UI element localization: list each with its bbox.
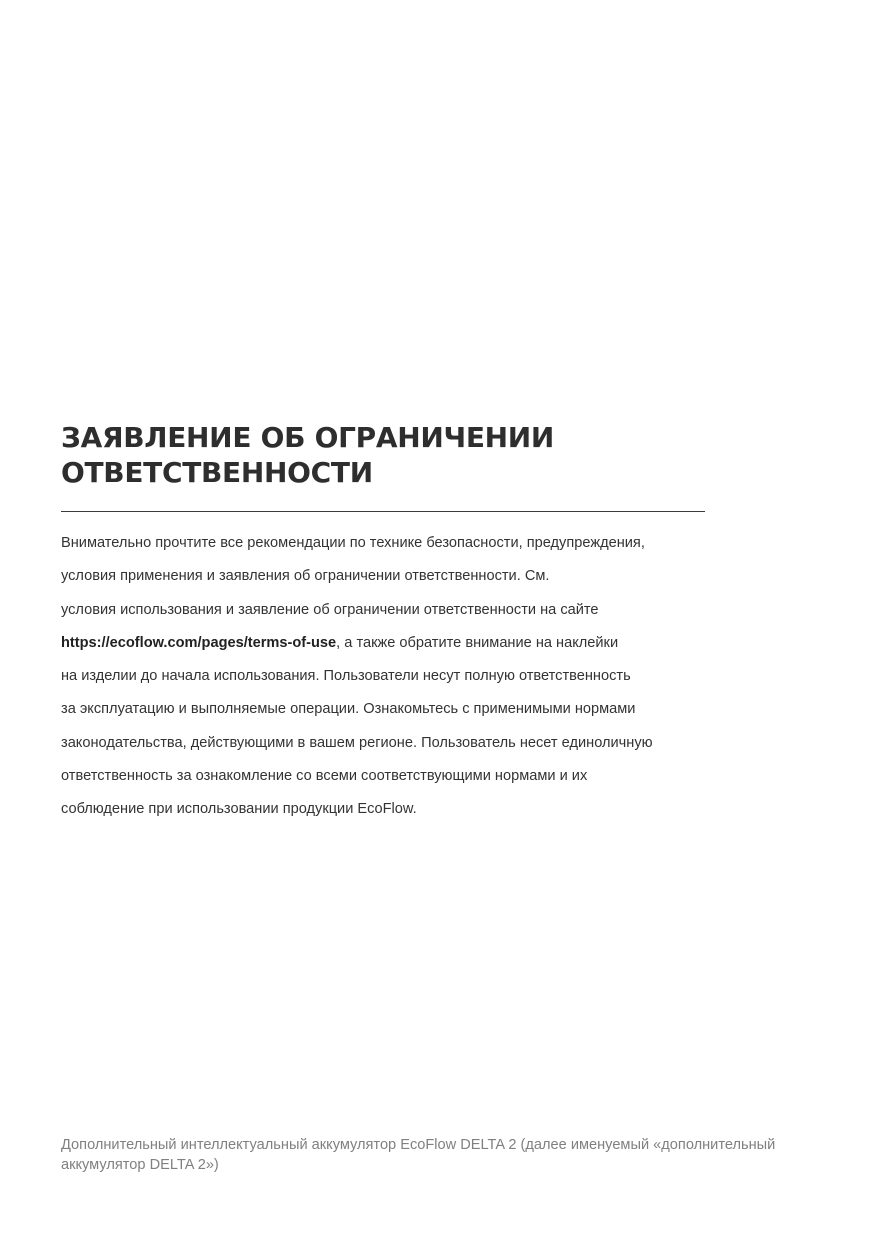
page-title-line-1: ЗАЯВЛЕНИЕ ОБ ОГРАНИЧЕНИИ [61,421,555,454]
body-line-7: законодательства, действующими в вашем регионе. Пользователь несет единоличную [61,734,653,751]
body-line-9: соблюдение при использовании продукции EcoFlow. [61,801,417,818]
title-divider [61,511,705,512]
footer-line-1: Дополнительный интеллектуальный аккумулятор EcoFlow DELTA 2 (далее именуемый «дополнительный [61,1137,776,1153]
body-line-6: за эксплуатацию и выполняемые операции. Ознакомьтесь с применимыми нормами [61,701,636,718]
page-footer [61,1135,841,1175]
body-line-3: условия использования и заявление об ограничении ответственности на сайте [61,601,599,618]
body-line-8: ответственность за ознакомление со всеми соответствующими нормами и их [61,768,588,785]
disclaimer-body [61,527,761,827]
body-line-5: на изделии до начала использования. Пользователи несут полную ответственность [61,668,631,685]
body-line-4-suffix: , а также обратите внимание на наклейки [336,634,619,651]
body-line-4 [61,627,761,660]
body-line-1: Внимательно прочтите все рекомендации по технике безопасности, предупреждения, [61,535,645,551]
page-title [61,420,721,490]
footer-line-2: аккумулятор DELTA 2») [61,1157,219,1173]
terms-of-use-link[interactable]: https://ecoflow.com/pages/terms-of-use [61,634,337,651]
body-line-2: условия применения и заявления об ограничении ответственности. См. [61,568,550,585]
page-title-line-2: ОТВЕТСТВЕННОСТИ [61,456,373,489]
